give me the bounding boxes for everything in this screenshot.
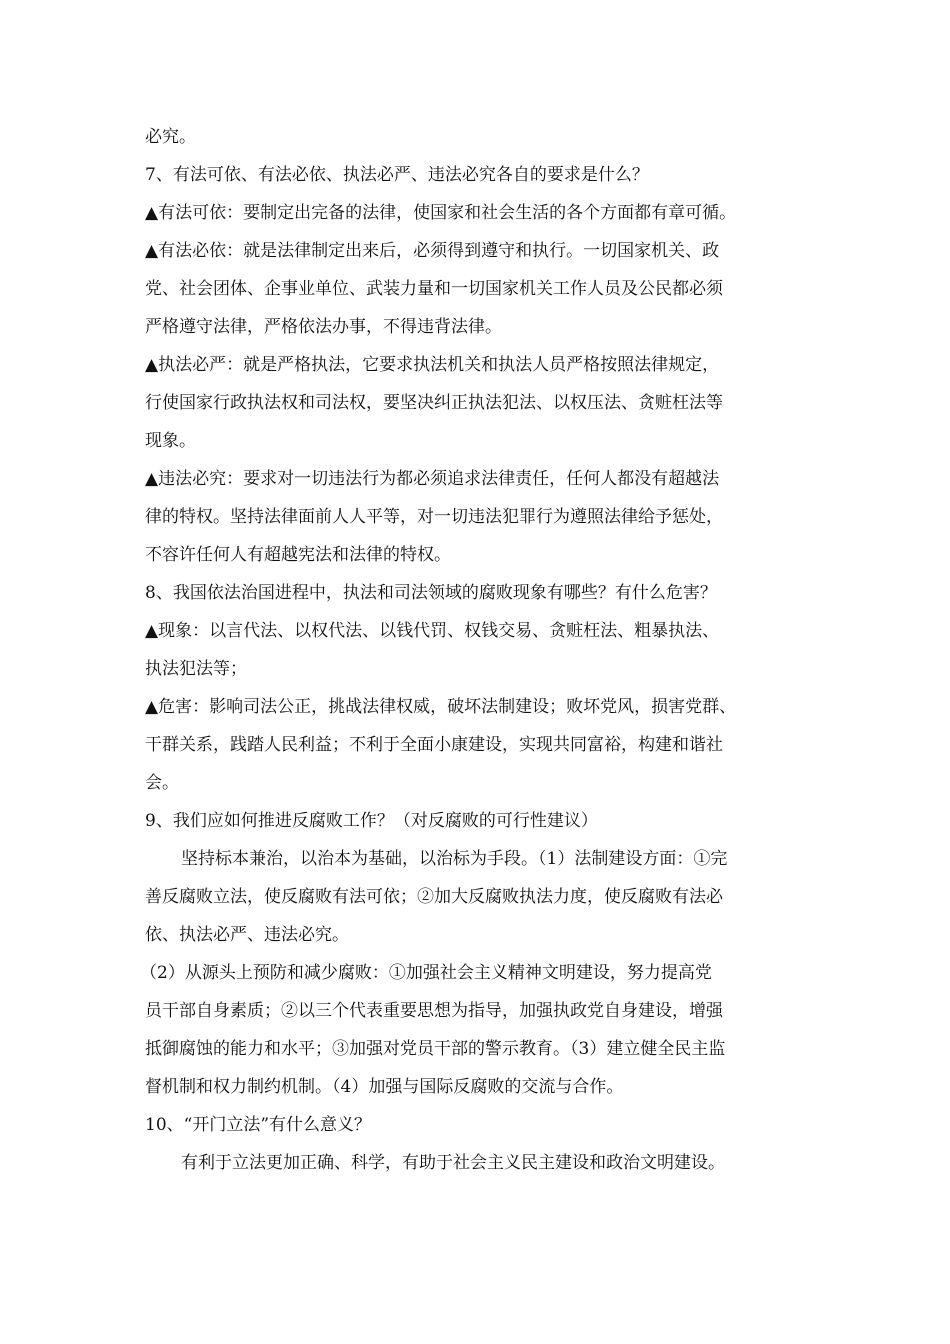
text-line: 干群关系，践踏人民利益；不利于全面小康建设，实现共同富裕，构建和谐社 [145, 735, 723, 755]
text-line: 依、执法必严、违法必究。 [145, 925, 349, 945]
bullet-line: ▲违法必究：要求对一切违法行为都必须追求法律责任，任何人都没有超越法 [145, 469, 720, 489]
text-line: 必究。 [145, 127, 196, 147]
text-line: 行使国家行政执法权和司法权，要坚决纠正执法犯法、以权压法、贪赃枉法等 [145, 393, 723, 413]
text-line: （2）从源头上预防和减少腐败：①加强社会主义精神文明建设，努力提高党 [140, 963, 712, 983]
text-line: 督机制和权力制约机制。（4）加强与国际反腐败的交流与合作。 [145, 1077, 624, 1097]
bullet-line: ▲现象：以言代法、以权代法、以钱代罚、权钱交易、贪赃枉法、粗暴执法、 [145, 621, 720, 641]
bullet-line: ▲有法必依：就是法律制定出来后，必须得到遵守和执行。一切国家机关、政 [145, 241, 720, 261]
text-line: 党、社会团体、企事业单位、武装力量和一切国家机关工作人员及公民都必须 [145, 279, 723, 299]
paragraph-first-line: 有利于立法更加正确、科学，有助于社会主义民主建设和政治文明建设。 [181, 1153, 725, 1173]
text-line: 会。 [145, 773, 179, 793]
document-page [140, 120, 825, 1181]
text-line: 严格遵守法律，严格依法办事，不得违背法律。 [145, 317, 502, 337]
bullet-line: ▲执法必严：就是严格执法，它要求执法机关和执法人员严格按照法律规定， [145, 355, 720, 375]
text-line: 执法犯法等； [145, 659, 247, 679]
question-heading: 10、“开门立法”有什么意义？ [145, 1115, 372, 1135]
text-line: 律的特权。坚持法律面前人人平等，对一切违法犯罪行为遵照法律给予惩处， [145, 507, 723, 527]
bullet-line: ▲有法可依：要制定出完备的法律，使国家和社会生活的各个方面都有章可循。 [145, 203, 737, 223]
text-line: 现象。 [145, 431, 196, 451]
text-line: 不容许任何人有超越宪法和法律的特权。 [145, 545, 451, 565]
question-heading: 8、我国依法治国进程中，执法和司法领域的腐败现象有哪些？有什么危害？ [145, 583, 717, 603]
text-line: 员干部自身素质；②以三个代表重要思想为指导，加强执政党自身建设，增强 [145, 1001, 723, 1021]
bullet-line: ▲危害：影响司法公正，挑战法律权威，破坏法制建设；败坏党风，损害党群、 [145, 697, 737, 717]
question-heading: 7、有法可依、有法必依、执法必严、违法必究各自的要求是什么？ [145, 165, 649, 185]
text-line: 抵御腐蚀的能力和水平；③加强对党员干部的警示教育。（3）建立健全民主监 [145, 1039, 726, 1059]
question-heading: 9、我们应如何推进反腐败工作？（对反腐败的可行性建议） [145, 811, 598, 831]
text-line: 善反腐败立法，使反腐败有法可依；②加大反腐败执法力度，使反腐败有法必 [145, 887, 723, 907]
paragraph-first-line: 坚持标本兼治，以治本为基础，以治标为手段。（1）法制建设方面：①完 [181, 849, 728, 869]
